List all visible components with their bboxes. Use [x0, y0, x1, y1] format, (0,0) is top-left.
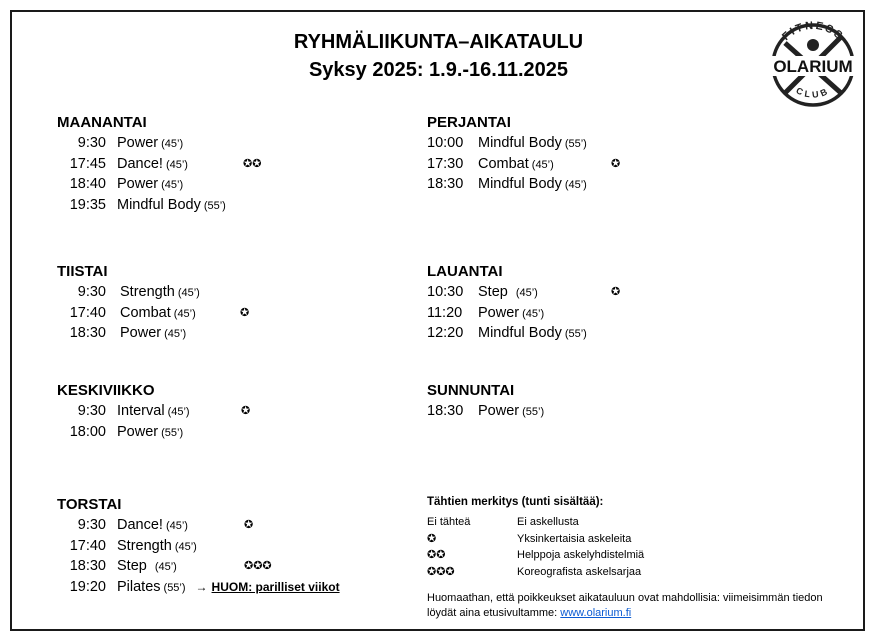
class-row: 17:40 Strength (45’): [69, 537, 197, 554]
star-icon: ✪: [427, 532, 437, 545]
day-name: MAANANTAI: [57, 114, 147, 131]
class-row: 11:20 Power (45’): [427, 304, 545, 321]
class-row: 10:00 Mindful Body (55’): [427, 135, 587, 151]
class-row: 18:30 Power (45’): [69, 325, 187, 341]
day-tuesday: [57, 262, 250, 344]
day-thursday: [57, 495, 340, 597]
star-rating: ✪✪: [243, 157, 262, 170]
star-rating: ✪: [244, 519, 254, 531]
legend-row: ✪✪✪ Koreografista askelsarjaa: [427, 564, 857, 581]
day-sunday: [427, 381, 544, 422]
class-row: 12:20 Mindful Body (55’): [427, 325, 587, 341]
class-row: 17:40 Combat (45’) ✪: [57, 303, 200, 324]
class-row: 18:40 Power (45’): [69, 176, 184, 192]
website-link[interactable]: www.olarium.fi: [560, 606, 632, 619]
page-subtitle: Syksy 2025: 1.9.-16.11.2025: [308, 59, 569, 81]
day-friday: [427, 113, 621, 195]
day-wednesday: [57, 381, 251, 442]
day-name: KESKIVIIKKO: [57, 382, 155, 399]
star-rating: ✪✪✪: [244, 560, 272, 572]
class-row: 9:30 Dance! (45’) ✪: [57, 515, 340, 536]
class-row: 18:30 Step (45’) ✪✪✪: [57, 556, 340, 577]
legend-row: ✪ Yksinkertaisia askeleita: [427, 531, 857, 548]
class-row: 18:30 Mindful Body (45’): [427, 176, 587, 192]
class-row: 18:00 Power (55’): [69, 423, 184, 440]
class-row: 9:30 Interval (45’) ✪: [57, 401, 190, 422]
star-rating: ✪: [240, 306, 250, 319]
day-monday: [57, 113, 262, 215]
page-title: RYHMÄLIIKUNTA–AIKATAULU: [293, 31, 584, 53]
class-row: 9:30 Strength (45’): [77, 284, 200, 300]
star-icon: ✪✪: [427, 549, 446, 561]
class-row: 19:20 Pilates (55’) → HUOM: parilliset viikot: [69, 578, 340, 595]
star-legend: [427, 494, 857, 580]
logo-top-text: FITNESS: [780, 19, 846, 44]
star-rating: ✪: [611, 286, 621, 298]
legend-row: ✪✪ Helppoja askelyhdistelmiä: [427, 547, 857, 564]
olarium-logo: [763, 15, 863, 115]
class-row: 17:30 Combat (45’) ✪: [427, 154, 587, 175]
class-row: 18:30 Power (55’): [427, 403, 545, 419]
legend-title: Tähtien merkitys (tunti sisältää):: [427, 496, 604, 508]
schedule-notice: Huomaathan, että poikkeukset aikatauluun ovat mahdollisia: viimeisimmän tiedon löydät aina etusivultamme: www.olarium.fi: [427, 592, 823, 619]
star-rating: ✪: [241, 405, 251, 417]
day-name: TIISTAI: [57, 263, 108, 280]
class-row: 10:30 Step (45’) ✪: [427, 282, 587, 303]
day-name: LAUANTAI: [427, 263, 503, 280]
legend-row: Ei tähteä Ei askellusta: [427, 516, 579, 528]
logo-bottom-text: CLUB: [794, 85, 832, 100]
class-row: 9:30 Power (45’): [77, 135, 184, 151]
class-row: 19:35 Mindful Body (55’): [69, 196, 226, 213]
day-name: PERJANTAI: [427, 114, 511, 131]
day-name: TORSTAI: [57, 496, 122, 513]
star-icon: ✪✪✪: [427, 565, 455, 578]
day-name: SUNNUNTAI: [427, 382, 515, 399]
logo-main-text: OLARIUM: [773, 57, 853, 76]
day-saturday: [427, 262, 621, 344]
parity-note: → HUOM: parilliset viikot: [195, 579, 340, 594]
star-rating: ✪: [611, 157, 621, 170]
arrow-right-icon: →: [195, 579, 208, 594]
class-row: 17:45 Dance! (45’) ✪✪: [57, 154, 226, 175]
